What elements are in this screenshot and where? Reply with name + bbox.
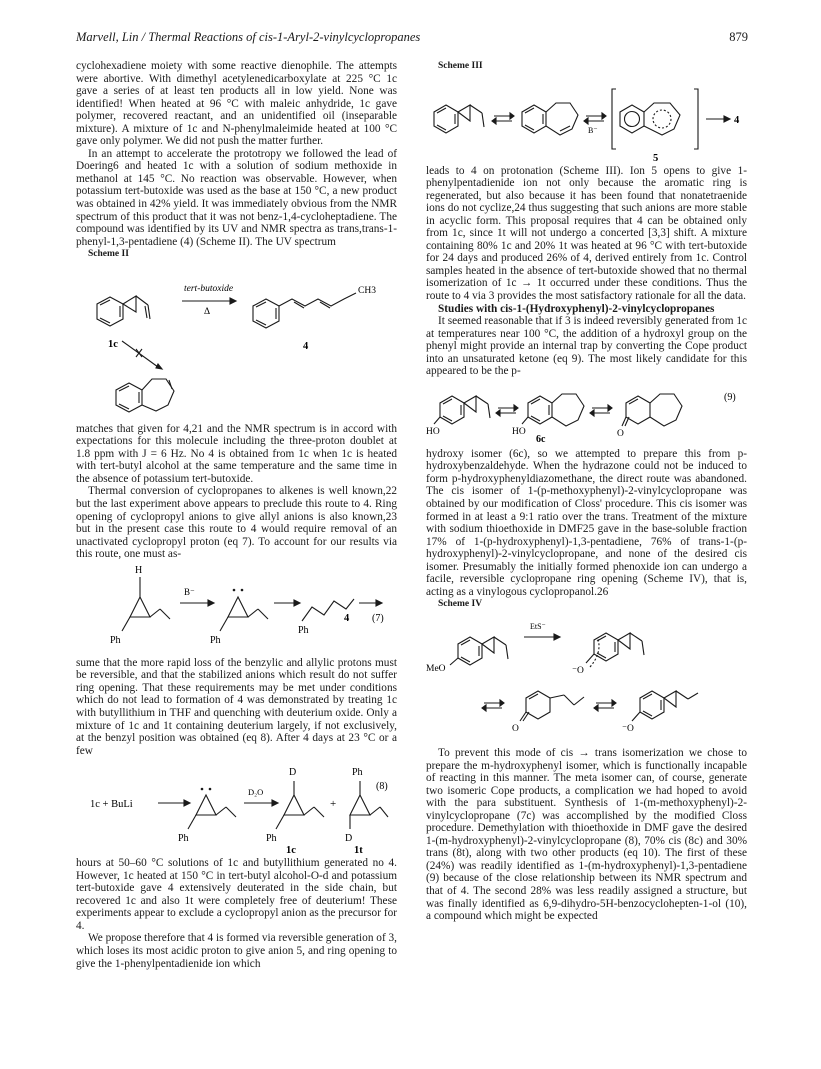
label-6c: 6c (536, 433, 546, 445)
paragraph: leads to 4 on protonation (Scheme III). Ion 5 opens to give 1-phenylpentadienide ion not only because the aromatic ring is regenerated, but also because it has been found that nonatetraenide ions do not cyclize,24 thus suggesting that such anions are more stable in acyclic form. This proposal requires that 4 can be obtained only from 1c, since 1t will not undergo a concerted [3,3] shift. A mixture containing 80% 1c and 20% 1t was heated at 96 °C with tert-butoxide for 24 days and produced 26% of 4, derived entirely from 1c. Control samples heated in the absence of tert-butoxide showed that no thermal isomerization of 1c → 1t occurred under these conditions. Thus the route to 4 via 3 provides the most satisfactory rationale for all the data. (426, 164, 747, 303)
running-header (76, 30, 748, 50)
section-heading: Studies with cis-1-(Hydroxyphenyl)-2-vinylcyclopropanes (438, 302, 715, 315)
eq8-ph1: Ph (178, 833, 189, 845)
scheme-iv-label: Scheme IV (438, 599, 483, 610)
eq8-lhs: 1c + BuLi (90, 799, 133, 811)
equation-9-figure (426, 380, 747, 446)
eq7-base: B⁻ (184, 586, 195, 597)
ch3-label: CH3 (358, 285, 376, 296)
paragraph: Thermal conversion of cyclopropanes to alkenes is well known,22 but the last experiment above appears to preclude this route to 4. Ring opening of cyclopropyl anions to give allyl anions is also known,23 but in the present case this route to 4 would require removal of an unactivated cyclopropyl proton (eq 7). To account for our results via this route, one must as- (76, 485, 397, 561)
paragraph: sume that the more rapid loss of the benzylic and allylic protons must be reversible, and that the stabilized anions which result do not suffer ring opening. That these requirements may be met under conditions which do not lead to formation of 4 was demonstrated by treating 1c with butyllithium in THF and quenching with deuterium oxide. Only a mixture of 1c and 1t containing deuterium largely, if not exclusively, at the benzyl position was obtained (eq 8). After 4 days at 23 °C or a few (76, 656, 397, 757)
label-1c: 1c (108, 338, 118, 350)
scheme-iii-base: B⁻ (588, 125, 598, 135)
eq8-d2: D (345, 833, 353, 845)
eq7-h: H (135, 564, 143, 576)
scheme-iv-o-3: ⁻O (622, 723, 634, 734)
scheme-iv-meo: MeO (426, 663, 446, 674)
scheme-iii-figure (426, 75, 747, 163)
scheme-ii-delta: Δ (204, 306, 211, 317)
paragraph: matches that given for 4,21 and the NMR spectrum is in accord with expectations for this molecule including the three-proton doublet at 1.8 ppm with J = 6 Hz. No 4 is obtained from 1c when 1c is heated with tert-butyl alcohol at the same temperature and the same time in the absence of potassium tert-butoxide. (76, 422, 397, 485)
eq8-plus: + (330, 798, 337, 811)
paragraph: In an attempt to accelerate the prototropy we followed the lead of Doering6 and heated 1c with a solution of sodium methoxide in methanol at 145 °C. No reaction was observable. However, when potassium tert-butoxide was used as the base at 150 °C, a new product was obtained in 42% yield. It was immediately obvious from the NMR spectrum of this product that it was not benz-1,4-cycloheptadiene. The compound was identified by its UV and NMR spectra as trans,trans-1-phenyl-1,3-pentadiene (4) (Scheme II). The UV spectrum (76, 147, 397, 248)
scheme-iv-figure (426, 613, 747, 745)
paragraph: To prevent this mode of cis → trans isomerization we chose to prepare the m-hydroxyphenyl isomer, which is functionally incapable of reacting in this manner. The meta isomer can, of course, generate two isomeric Cope products, a complication we had hoped to avoid with the para substituent. Synthesis of 1-(m-methoxyphenyl)-2-vinylcyclopropane (7c) was accomplished by the modified Closs procedure. Demethylation with thioethoxide in DMF gave the desired 1-(m-hydroxyphenyl)-2-vinylcyclopropane (8), 70% cis (8c) and 30% trans (8t), along with two other products (eq 10). The first of these (24%) was readily identified as 1-(m-hydroxyphenyl)-1,3-pentadiene (9) because of the close relationship between its NMR spectrum and that of 4. The second 28% was less readily assigned a structure, but was finally identified as 6,9-dihydro-5H-benzocyclohepten-1-ol (10), a compound which might be expected (426, 746, 747, 923)
paragraph: hydroxy isomer (6c), so we attempted to prepare this from p-hydroxybenzaldehyde. When the hydrazone could not be induced to form p-hydroxyphenyldiazomethane, the direct route was abandoned. The cis isomer of 1-(p-methoxyphenyl)-2-vinylcyclopropane was obtained by our modification of Closs' procedure. This cis isomer was formed in at least a 9:1 ratio over the trans. Treatment of the mixture with sodium thioethoxide in DMF25 gave in the base-soluble fraction 17% of 1-(p-hydroxyphenyl)-1,3-pentadiene, 76% of trans-1-(p-hydroxyphenyl)-2-vinylcyclopropane, and none of the desired cis isomer. Presumably the initially formed phenoxide ion can undergo a facile, reversible cyclopropane ring opening (Scheme IV), that is, acting as a vinylogous cyclopropanol.26 (426, 447, 747, 598)
right-column (426, 60, 747, 923)
scheme-iv-o-2: O (512, 723, 519, 734)
eq8-reagent: D₂O (248, 787, 264, 798)
eq8-number: (8) (376, 781, 388, 793)
paragraph: We propose therefore that 4 is formed via reversible generation of 3, which loses its most acidic proton to give anion 5, and ring opening to give the 1-phenylpentadienide ion which (76, 932, 398, 970)
eq7-ph1: Ph (110, 634, 121, 646)
eq8-ph2: Ph (266, 833, 277, 845)
eq8-label-1c: 1c (286, 845, 296, 856)
paragraph: It seemed reasonable that if 3 is indeed reversibly generated from 1c at temperatures near 100 °C, the addition of a hydroxyl group on the phenyl might provide an internal trap by converting the Cope product into an unsaturated ketone (eq 9). The most likely candidate for this appeared to be the p- (426, 315, 747, 378)
paragraph: hours at 50–60 °C solutions of 1c and butyllithium generated no 4. However, 1c heated at 150 °C in tert-butyl alcohol-O-d and potassium tert-butoxide gave 4 extensively deuterated in the side chain, but recovered 1c and also 1t were completely free of deuterium! These experiments appear to exclude a cyclopropyl anion as the precursor for 4. (76, 857, 397, 932)
left-column (76, 60, 397, 970)
scheme-iv-reagent: EtS⁻ (530, 621, 546, 631)
eq9-number: (9) (724, 391, 736, 403)
scheme-ii-figure (76, 263, 397, 421)
label-4: 4 (303, 340, 309, 352)
scheme-iii-product: 4 (734, 114, 740, 126)
scheme-ii-label: Scheme II (88, 249, 129, 260)
equation-8-figure (76, 759, 397, 855)
eq7-product: 4 (344, 612, 350, 624)
eq9-o: O (617, 428, 624, 439)
ion-5-label: 5 (653, 152, 659, 163)
page-number: 879 (729, 30, 748, 44)
eq7-ph2: Ph (210, 634, 221, 646)
running-title: Marvell, Lin / Thermal Reactions of cis-1-Aryl-2-vinylcyclopropanes (76, 30, 421, 44)
eq8-ph3: Ph (352, 767, 363, 779)
scheme-ii-reagent: tert-butoxide (184, 283, 234, 294)
eq8-label-1t: 1t (354, 845, 363, 856)
scheme-iii-label: Scheme III (438, 61, 483, 71)
eq8-d1: D (289, 767, 297, 779)
eq7-ph3: Ph (298, 624, 309, 636)
eq9-ho-2: HO (512, 426, 526, 437)
scheme-iv-o-1: ⁻O (572, 665, 584, 676)
eq9-ho-1: HO (426, 426, 440, 437)
eq7-number: (7) (372, 612, 384, 624)
paragraph: cyclohexadiene moiety with some reactive dienophile. The attempts were abortive. With dimethyl acetylenedicarboxylate at 225 °C 1c gave a series of at least ten products all in low yield. None was identified! When heated at 96 °C with maleic anhydride, 1c gave polymer, recovered reactant, and an unidentified oil (inseparable mixture). A mixture of 1c and N-phenylmaleimide heated at 100 °C gave only polymer. We did not push the matter further. (76, 60, 397, 148)
equation-7-figure (76, 563, 397, 655)
